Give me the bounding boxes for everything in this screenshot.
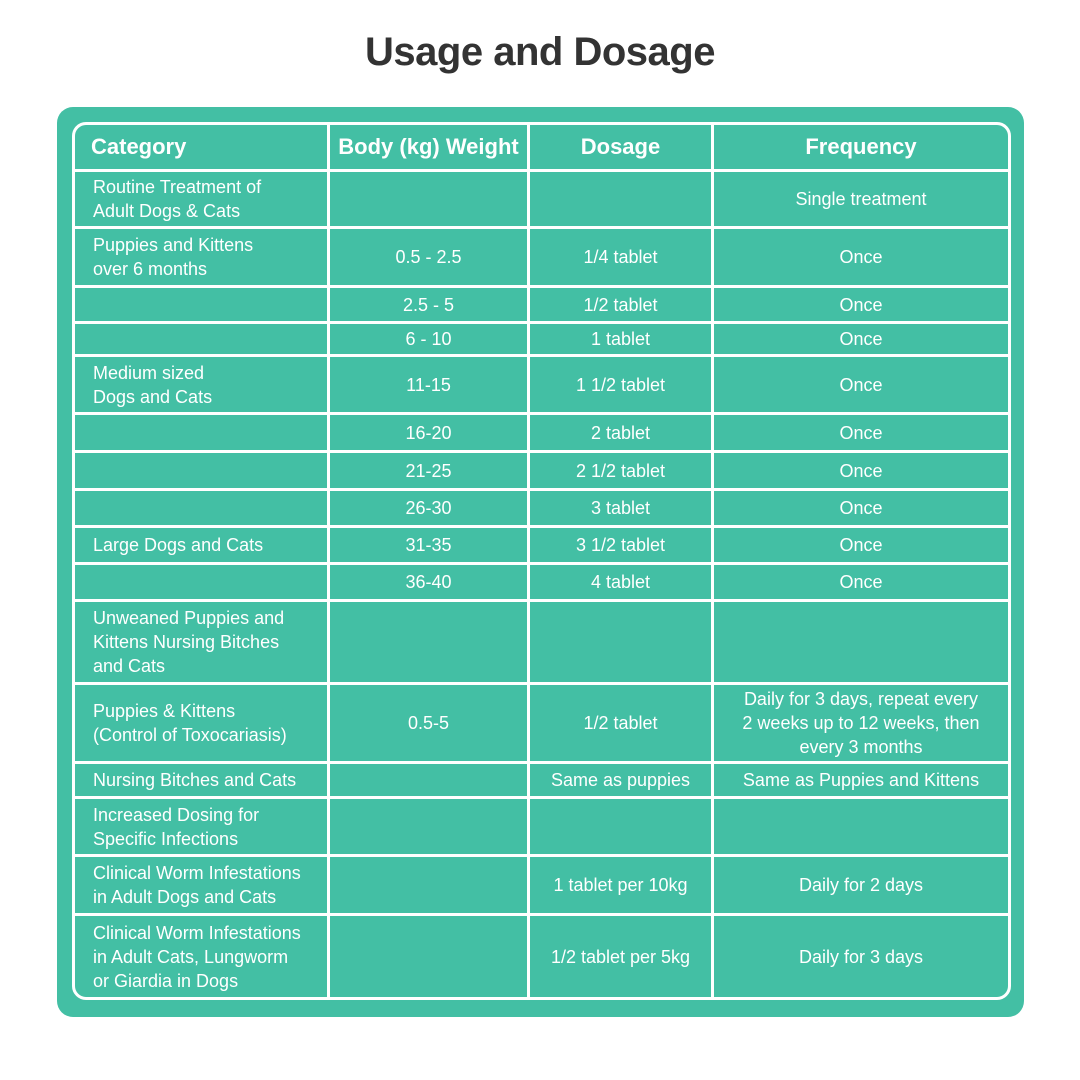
cell-text-weight: 26-30 [405, 498, 452, 518]
cell-text-dosage: Same as puppies [550, 770, 691, 790]
row-divider [75, 562, 1008, 565]
row-divider [75, 169, 1008, 172]
cell-text-frequency: Once [839, 329, 883, 349]
cell-weight [330, 916, 527, 997]
row-divider [75, 913, 1008, 916]
cell-text-frequency: Once [839, 294, 883, 315]
cell-dosage [530, 916, 711, 997]
cell-weight [330, 229, 527, 285]
cell-text-dosage: 2 1/2 tablet [575, 460, 666, 481]
cell-category [75, 491, 327, 525]
cell-frequency [714, 229, 1008, 285]
cell-frequency [714, 528, 1008, 562]
cell-text-frequency: Same as Puppies and Kittens [742, 770, 980, 790]
column-divider [527, 125, 530, 997]
cell-weight [330, 415, 527, 450]
cell-category [75, 799, 327, 854]
row-divider [75, 854, 1008, 857]
cell-category [75, 172, 327, 226]
row-divider [75, 761, 1008, 764]
cell-dosage [530, 799, 711, 854]
row-divider [75, 285, 1008, 288]
cell-dosage [530, 857, 711, 913]
cell-text-weight: 36-40 [405, 572, 452, 592]
header-label-category: Category [91, 134, 187, 159]
cell-category [75, 288, 327, 321]
cell-text-weight: 31-35 [405, 535, 452, 555]
cell-dosage [530, 453, 711, 488]
cell-frequency [714, 799, 1008, 854]
row-divider [75, 450, 1008, 453]
cell-text-frequency: Once [839, 572, 883, 592]
cell-text-category: Puppies & Kittens (Control of Toxocariasis) [93, 701, 287, 745]
cell-text-frequency: Once [839, 460, 883, 481]
cell-text-dosage: 1/2 tablet per 5kg [550, 946, 691, 967]
cell-weight [330, 357, 527, 412]
cell-dosage [530, 685, 711, 761]
cell-text-weight: 0.5 - 2.5 [395, 247, 462, 267]
cell-frequency [714, 288, 1008, 321]
page-title: Usage and Dosage [365, 30, 715, 74]
cell-weight [330, 799, 527, 854]
cell-dosage [530, 172, 711, 226]
cell-category [75, 916, 327, 997]
cell-dosage [530, 415, 711, 450]
cell-text-dosage: 1 tablet [590, 329, 651, 349]
cell-text-dosage: 2 tablet [590, 422, 651, 443]
cell-category [75, 357, 327, 412]
cell-text-category: Medium sized Dogs and Cats [93, 362, 213, 407]
cell-text-category: Clinical Worm Infestations in Adult Cats, Lungworm or Giardia in Dogs [93, 922, 301, 991]
cell-frequency [714, 172, 1008, 226]
cell-text-frequency: Once [839, 535, 883, 555]
cell-dosage [530, 357, 711, 412]
cell-weight [330, 528, 527, 562]
cell-frequency [714, 453, 1008, 488]
cell-text-frequency: Once [839, 422, 883, 443]
cell-text-frequency: Single treatment [795, 189, 927, 209]
cell-weight [330, 602, 527, 682]
cell-weight [330, 324, 527, 354]
dosage-table-panel [57, 107, 1024, 1017]
cell-text-dosage: 1 tablet per 10kg [553, 875, 688, 895]
cell-dosage [530, 764, 711, 796]
header-dosage [530, 125, 711, 169]
cell-category [75, 528, 327, 562]
cell-text-weight: 6 - 10 [405, 329, 452, 349]
row-divider [75, 796, 1008, 799]
cell-text-weight: 16-20 [405, 422, 452, 443]
column-divider [711, 125, 714, 997]
cell-category [75, 685, 327, 761]
dosage-table [72, 122, 1011, 1000]
cell-frequency [714, 916, 1008, 997]
row-divider [75, 599, 1008, 602]
cell-dosage [530, 288, 711, 321]
cell-frequency [714, 602, 1008, 682]
cell-text-category: Routine Treatment of Adult Dogs & Cats [93, 177, 262, 221]
cell-dosage [530, 528, 711, 562]
cell-frequency [714, 415, 1008, 450]
cell-text-frequency: Once [839, 247, 883, 267]
cell-text-dosage: 1/4 tablet [583, 247, 658, 267]
cell-frequency [714, 685, 1008, 761]
row-divider [75, 321, 1008, 324]
cell-text-dosage: 1 1/2 tablet [575, 374, 666, 395]
header-frequency [714, 125, 1008, 169]
cell-weight [330, 288, 527, 321]
cell-text-category: Nursing Bitches and Cats [93, 770, 297, 790]
cell-weight [330, 453, 527, 488]
cell-text-weight: 2.5 - 5 [402, 294, 455, 315]
header-label-dosage: Dosage [580, 134, 661, 159]
cell-text-dosage: 3 tablet [590, 498, 651, 518]
row-divider [75, 525, 1008, 528]
cell-text-category: Increased Dosing for Specific Infections [93, 804, 260, 849]
cell-category [75, 415, 327, 450]
cell-text-weight: 21-25 [405, 460, 452, 481]
cell-weight [330, 764, 527, 796]
row-divider [75, 682, 1008, 685]
cell-frequency [714, 857, 1008, 913]
row-divider [75, 412, 1008, 415]
row-divider [75, 354, 1008, 357]
cell-weight [330, 685, 527, 761]
cell-text-frequency: Once [839, 498, 883, 518]
cell-text-frequency: Daily for 3 days [798, 946, 924, 967]
cell-frequency [714, 491, 1008, 525]
row-divider [75, 488, 1008, 491]
header-label-weight: Body (kg) Weight [338, 134, 519, 159]
cell-text-dosage: 1/2 tablet [583, 713, 658, 733]
cell-frequency [714, 357, 1008, 412]
cell-text-frequency: Once [839, 374, 883, 395]
cell-dosage [530, 602, 711, 682]
row-divider [75, 226, 1008, 229]
cell-weight [330, 857, 527, 913]
cell-frequency [714, 764, 1008, 796]
cell-text-category: Unweaned Puppies and Kittens Nursing Bitches and Cats [93, 608, 285, 676]
cell-text-category: Clinical Worm Infestations in Adult Dogs and Cats [93, 863, 301, 907]
cell-category [75, 857, 327, 913]
cell-text-weight: 11-15 [406, 374, 451, 395]
cell-text-weight: 0.5-5 [407, 713, 450, 733]
cell-category [75, 324, 327, 354]
cell-weight [330, 172, 527, 226]
cell-dosage [530, 565, 711, 599]
cell-text-dosage: 4 tablet [590, 572, 651, 592]
header-label-frequency: Frequency [805, 134, 917, 159]
header-weight [330, 125, 527, 169]
cell-text-category: Puppies and Kittens over 6 months [93, 235, 254, 279]
cell-text-category: Large Dogs and Cats [93, 535, 264, 555]
cell-category [75, 764, 327, 796]
cell-text-frequency: Daily for 2 days [798, 875, 924, 895]
cell-weight [330, 565, 527, 599]
cell-text-dosage: 3 1/2 tablet [575, 535, 666, 555]
header-category [75, 125, 327, 169]
cell-dosage [530, 324, 711, 354]
cell-category [75, 602, 327, 682]
cell-dosage [530, 491, 711, 525]
cell-category [75, 565, 327, 599]
cell-text-dosage: 1/2 tablet [583, 294, 658, 315]
cell-weight [330, 491, 527, 525]
cell-frequency [714, 324, 1008, 354]
cell-category [75, 229, 327, 285]
column-divider [327, 125, 330, 997]
cell-text-frequency: Daily for 3 days, repeat every 2 weeks up to 12 weeks, then every 3 months [742, 689, 980, 757]
cell-category [75, 453, 327, 488]
cell-dosage [530, 229, 711, 285]
cell-frequency [714, 565, 1008, 599]
